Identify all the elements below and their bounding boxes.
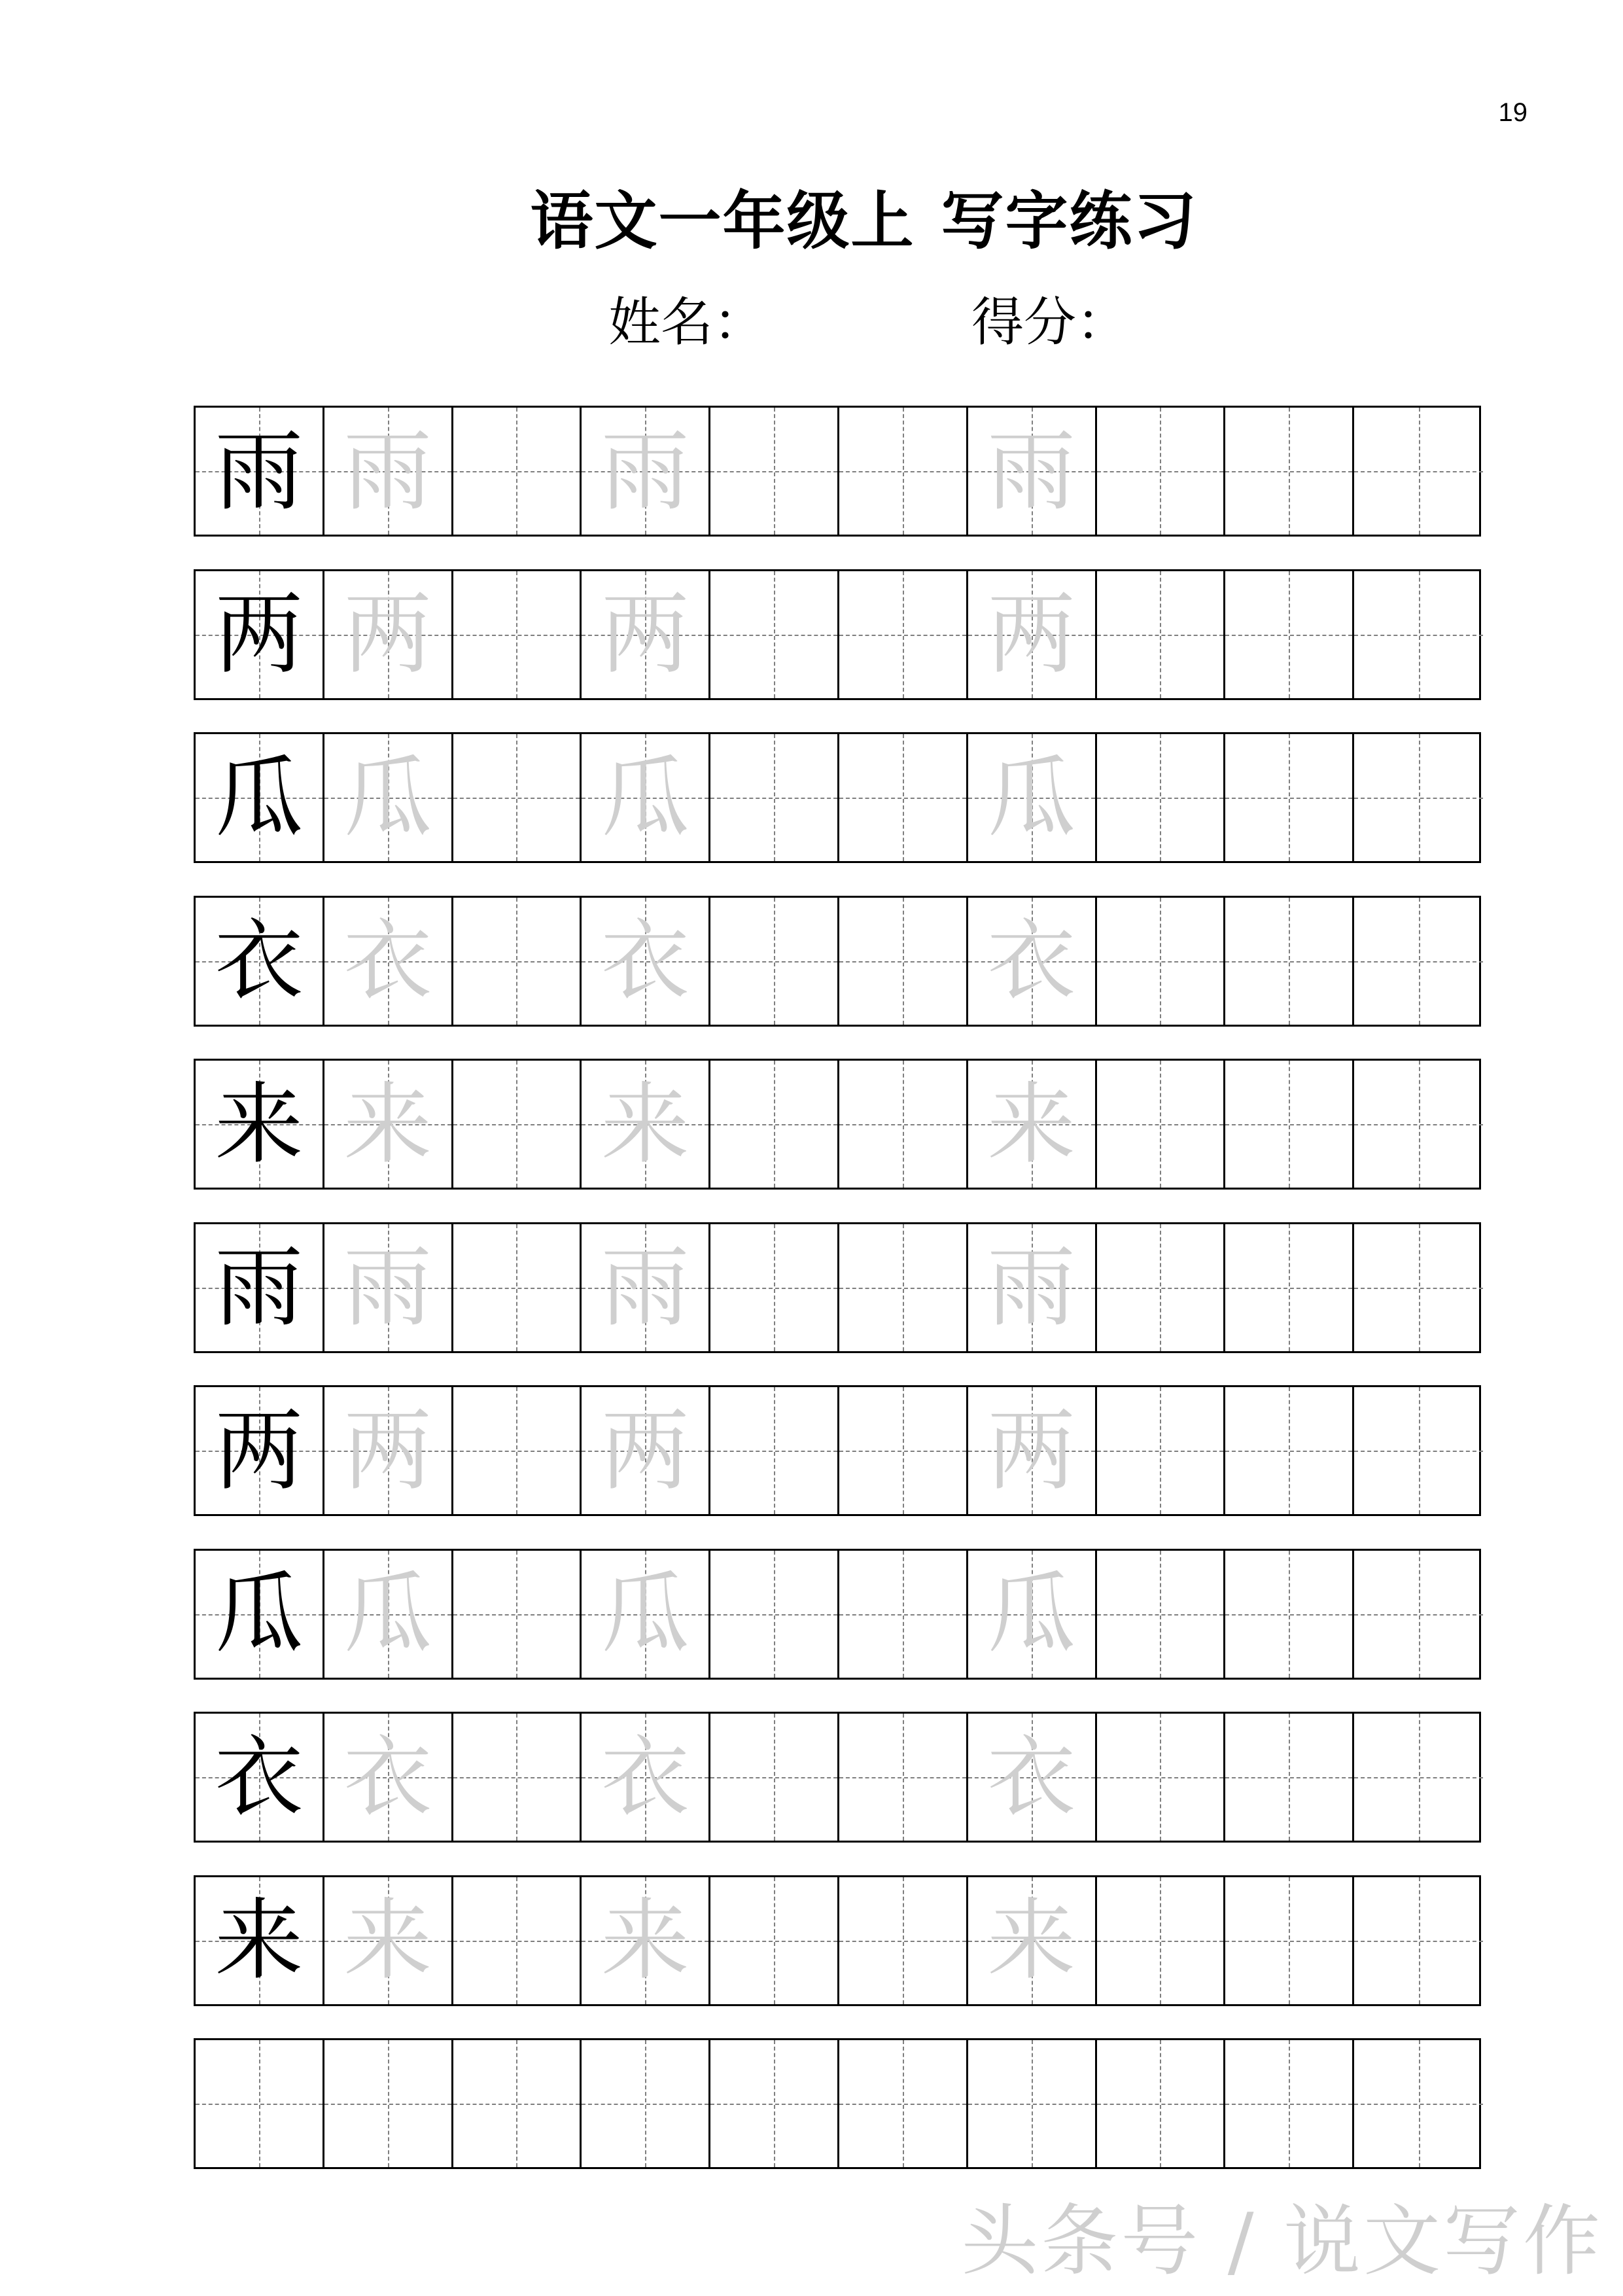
grid-cell [453,408,582,535]
trace-character: 雨 [343,419,432,523]
grid-cell [710,1714,839,1841]
grid-cell [453,1877,582,2004]
guide-line-horizontal [453,1777,580,1778]
practice-row [194,1222,1481,1353]
practice-row [194,732,1481,863]
grid-cell [582,2040,710,2167]
guide-line-horizontal [453,2104,580,2105]
trace-character: 衣 [343,910,432,1012]
grid-cell [968,734,1097,861]
guide-line-horizontal [1097,961,1224,963]
guide-line-horizontal [324,2104,451,2105]
guide-line-horizontal [1354,1451,1483,1452]
score-label: 得分： [971,292,1128,353]
grid-cell [1097,734,1226,861]
grid-cell [968,1551,1097,1678]
grid-cell [324,408,453,535]
grid-cell [968,1061,1097,1188]
trace-character: 两 [987,583,1076,686]
guide-line-horizontal [1225,1941,1352,1942]
grid-cell [196,1387,324,1514]
guide-line-horizontal [839,2104,966,2105]
guide-line-horizontal [1097,1777,1224,1778]
guide-line-horizontal [839,471,966,472]
guide-line-horizontal [839,1777,966,1778]
model-character: 两 [215,583,304,686]
grid-cell [453,2040,582,2167]
guide-line-horizontal [453,471,580,472]
grid-cell [196,571,324,698]
guide-line-horizontal [710,1614,837,1616]
grid-cell [968,898,1097,1025]
trace-character: 两 [987,1399,1076,1502]
trace-character: 来 [987,1889,1076,1992]
guide-line-horizontal [196,2104,323,2105]
grid-cell [710,1877,839,2004]
trace-character: 来 [601,1072,689,1176]
grid-cell [324,1061,453,1188]
guide-line-horizontal [1097,635,1224,636]
grid-cell [196,898,324,1025]
title-subject: 写字练习 [941,185,1198,258]
guide-line-horizontal [710,961,837,963]
grid-cell [196,2040,324,2167]
grid-cell [453,1551,582,1678]
guide-line-horizontal [1225,1451,1352,1452]
guide-line-horizontal [839,798,966,799]
grid-cell [582,1061,710,1188]
model-character: 瓜 [215,746,304,849]
guide-line-horizontal [1354,961,1483,963]
grid-cell [1225,1224,1354,1351]
guide-line-horizontal [839,1941,966,1942]
trace-character: 两 [343,1399,432,1502]
guide-line-horizontal [710,1777,837,1778]
grid-cell [453,1714,582,1841]
grid-cell [968,1224,1097,1351]
guide-line-horizontal [1097,1614,1224,1616]
grid-cell [453,898,582,1025]
grid-cell [453,1061,582,1188]
grid-cell [1097,1061,1226,1188]
grid-cell [710,571,839,698]
grid-cell [839,1387,968,1514]
trace-character: 两 [601,583,689,686]
grid-cell [1225,1877,1354,2004]
guide-line-horizontal [1097,1124,1224,1125]
grid-cell [968,571,1097,698]
grid-cell [710,408,839,535]
grid-cell [324,1387,453,1514]
guide-line-horizontal [1097,1288,1224,1289]
guide-line-horizontal [1225,1288,1352,1289]
grid-cell [1354,1061,1483,1188]
grid-cell [968,2040,1097,2167]
grid-cell [968,1877,1097,2004]
grid-cell [710,898,839,1025]
grid-cell [196,408,324,535]
guide-line-horizontal [1354,1941,1483,1942]
guide-line-horizontal [1225,2104,1352,2105]
grid-cell [582,734,710,861]
model-character: 两 [215,1399,304,1502]
practice-row [194,406,1481,537]
guide-line-horizontal [1225,1614,1352,1616]
guide-line-horizontal [1097,471,1224,472]
grid-cell [1097,408,1226,535]
guide-line-horizontal [1354,2104,1483,2105]
grid-cell [324,2040,453,2167]
guide-line-horizontal [839,1451,966,1452]
grid-cell [324,898,453,1025]
guide-line-horizontal [453,1288,580,1289]
grid-cell [582,898,710,1025]
practice-row [194,1875,1481,2006]
grid-cell [582,1387,710,1514]
grid-cell [710,1061,839,1188]
guide-line-horizontal [453,1941,580,1942]
worksheet-title [0,171,1623,261]
guide-line-horizontal [1097,1941,1224,1942]
model-character: 雨 [215,1236,304,1339]
guide-line-horizontal [839,961,966,963]
guide-line-horizontal [453,1124,580,1125]
practice-row [194,896,1481,1027]
guide-line-horizontal [1354,798,1483,799]
grid-cell [839,571,968,698]
guide-line-horizontal [453,1614,580,1616]
grid-cell [582,571,710,698]
guide-line-horizontal [453,961,580,963]
guide-line-horizontal [968,2104,1095,2105]
practice-row [194,1549,1481,1680]
trace-character: 瓜 [343,746,432,849]
model-character: 衣 [215,910,304,1012]
model-character: 衣 [215,1725,304,1829]
grid-cell [324,1224,453,1351]
watermark: 头条号 / 说文写作 [961,2196,1603,2286]
guide-line-horizontal [839,1124,966,1125]
grid-cell [324,1877,453,2004]
guide-line-horizontal [710,471,837,472]
grid-cell [582,1714,710,1841]
grid-cell [710,734,839,861]
guide-line-horizontal [710,1451,837,1452]
grid-cell [1225,2040,1354,2167]
grid-cell [1354,1224,1483,1351]
grid-cell [710,1387,839,1514]
trace-character: 雨 [601,419,689,523]
grid-cell [1225,1551,1354,1678]
grid-cell [324,734,453,861]
guide-line-horizontal [582,2104,708,2105]
guide-line-horizontal [1225,635,1352,636]
guide-line-horizontal [1225,471,1352,472]
grid-cell [324,1714,453,1841]
trace-character: 雨 [343,1236,432,1339]
grid-cell [1097,1714,1226,1841]
trace-character: 瓜 [601,746,689,849]
guide-line-horizontal [453,1451,580,1452]
trace-character: 衣 [987,1725,1076,1829]
guide-line-horizontal [839,1288,966,1289]
grid-cell [453,571,582,698]
grid-cell [1225,1714,1354,1841]
trace-character: 雨 [987,1236,1076,1339]
guide-line-horizontal [1354,1777,1483,1778]
grid-cell [1097,571,1226,698]
grid-cell [839,408,968,535]
trace-character: 瓜 [987,1563,1076,1665]
trace-character: 衣 [987,910,1076,1012]
grid-cell [1225,898,1354,1025]
grid-cell [1354,571,1483,698]
trace-character: 来 [987,1072,1076,1176]
guide-line-horizontal [1354,1288,1483,1289]
practice-row [194,1385,1481,1516]
grid-cell [1225,408,1354,535]
grid-cell [968,408,1097,535]
grid-cell [196,1714,324,1841]
guide-line-horizontal [710,798,837,799]
grid-cell [839,898,968,1025]
guide-line-horizontal [839,1614,966,1616]
grid-cell [1354,898,1483,1025]
trace-character: 两 [601,1399,689,1502]
model-character: 来 [215,1072,304,1176]
grid-cell [1354,1387,1483,1514]
trace-character: 衣 [343,1725,432,1829]
model-character: 雨 [215,419,304,523]
grid-cell [1097,1224,1226,1351]
trace-character: 瓜 [601,1563,689,1665]
guide-line-horizontal [1354,635,1483,636]
grid-cell [968,1387,1097,1514]
trace-character: 来 [343,1889,432,1992]
grid-cell [839,1714,968,1841]
grid-cell [1354,1877,1483,2004]
grid-cell [1354,1714,1483,1841]
grid-cell [1225,571,1354,698]
practice-row [194,1059,1481,1190]
guide-line-horizontal [1097,2104,1224,2105]
grid-cell [839,1061,968,1188]
grid-cell [1097,1551,1226,1678]
trace-character: 两 [343,583,432,686]
guide-line-horizontal [710,1941,837,1942]
trace-character: 雨 [601,1236,689,1339]
grid-cell [1225,1387,1354,1514]
model-character: 来 [215,1889,304,1992]
grid-cell [710,2040,839,2167]
model-character: 瓜 [215,1563,304,1665]
grid-cell [1225,1061,1354,1188]
grid-cell [839,1551,968,1678]
guide-line-horizontal [710,1288,837,1289]
grid-cell [1097,1387,1226,1514]
grid-cell [453,734,582,861]
trace-character: 来 [343,1072,432,1176]
guide-line-horizontal [1225,1777,1352,1778]
practice-row [194,1712,1481,1843]
guide-line-horizontal [1097,1451,1224,1452]
grid-cell [324,1551,453,1678]
practice-row [194,569,1481,700]
guide-line-horizontal [453,798,580,799]
grid-cell [839,2040,968,2167]
grid-cell [196,1877,324,2004]
guide-line-horizontal [1225,961,1352,963]
trace-character: 衣 [601,910,689,1012]
guide-line-horizontal [1225,1124,1352,1125]
grid-cell [453,1224,582,1351]
trace-character: 衣 [601,1725,689,1829]
grid-cell [196,1224,324,1351]
trace-character: 雨 [987,419,1076,523]
grid-cell [839,1877,968,2004]
grid-cell [968,1714,1097,1841]
guide-line-horizontal [1354,471,1483,472]
grid-cell [453,1387,582,1514]
grid-cell [582,1877,710,2004]
grid-cell [1097,2040,1226,2167]
grid-cell [1354,408,1483,535]
grid-cell [710,1551,839,1678]
guide-line-horizontal [1097,798,1224,799]
grid-cell [582,408,710,535]
grid-cell [1354,734,1483,861]
guide-line-horizontal [839,635,966,636]
grid-cell [1225,734,1354,861]
title-grade: 语文一年级上 [530,185,915,258]
guide-line-horizontal [1354,1124,1483,1125]
page-number: 19 [1498,98,1527,127]
grid-cell [710,1224,839,1351]
trace-character: 瓜 [987,746,1076,849]
guide-line-horizontal [710,635,837,636]
grid-cell [582,1551,710,1678]
grid-cell [196,734,324,861]
grid-cell [839,734,968,861]
trace-character: 来 [601,1889,689,1992]
guide-line-horizontal [453,635,580,636]
grid-cell [196,1061,324,1188]
guide-line-horizontal [1225,798,1352,799]
trace-character: 瓜 [343,1563,432,1665]
grid-cell [324,571,453,698]
name-label: 姓名： [608,292,765,353]
guide-line-horizontal [710,2104,837,2105]
grid-cell [1354,1551,1483,1678]
grid-cell [1097,1877,1226,2004]
grid-cell [839,1224,968,1351]
guide-line-horizontal [710,1124,837,1125]
grid-cell [196,1551,324,1678]
grid-cell [582,1224,710,1351]
grid-cell [1354,2040,1483,2167]
practice-row [194,2038,1481,2169]
guide-line-horizontal [1354,1614,1483,1616]
grid-cell [1097,898,1226,1025]
